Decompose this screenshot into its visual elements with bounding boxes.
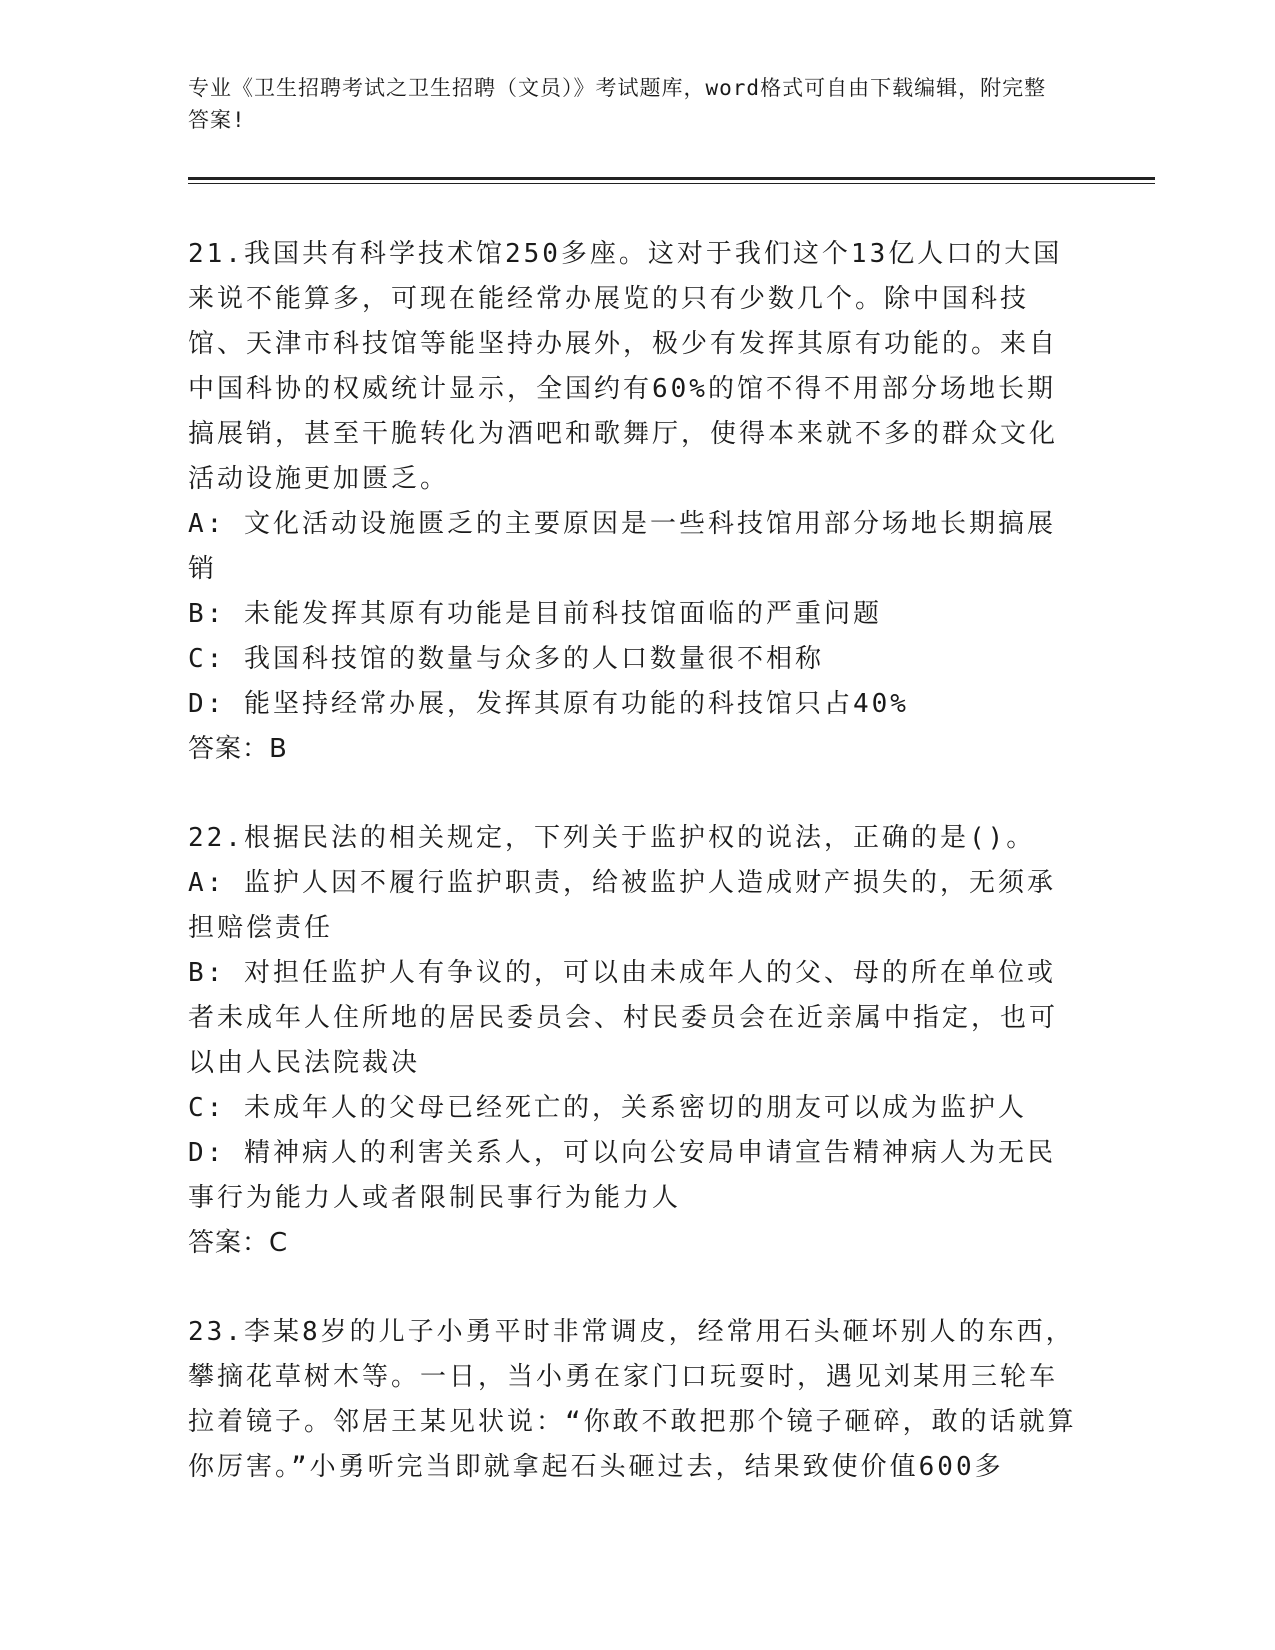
question-21 — [188, 232, 1083, 772]
option-c: C: 我国科技馆的数量与众多的人口数量很不相称 — [188, 644, 824, 674]
answer-label: 答案：C — [188, 1228, 289, 1258]
option-c: C: 未成年人的父母已经死亡的，关系密切的朋友可以成为监护人 — [188, 1093, 1027, 1123]
option-d: D: 能坚持经常办展，发挥其原有功能的科技馆只占40% — [188, 689, 909, 719]
document-header — [188, 72, 1068, 136]
question-22 — [188, 816, 1083, 1266]
option-d: D: 精神病人的利害关系人，可以向公安局申请宣告精神病人为无民事行为能力人或者限制民事行为能力人 — [188, 1138, 1056, 1213]
question-stem: 21.我国共有科学技术馆250多座。这对于我们这个13亿人口的大国来说不能算多，可现在能经常办展览的只有少数几个。除中国科技馆、天津市科技馆等能坚持办展外，极少有发挥其原有功能的。来自中国科协的权威统计显示，全国约有60%的馆不得不用部分场地长期搞展销，甚至干脆转化为酒吧和歌舞厅，使得本来就不多的群众文化活动设施更加匮乏。 — [188, 239, 1063, 494]
option-b: B: 对担任监护人有争议的，可以由未成年人的父、母的所在单位或者未成年人住所地的居民委员会、村民委员会在近亲属中指定，也可以由人民法院裁决 — [188, 958, 1059, 1078]
option-a: A: 监护人因不履行监护职责，给被监护人造成财产损失的，无须承担赔偿责任 — [188, 868, 1056, 943]
question-stem: 23.李某8岁的儿子小勇平时非常调皮，经常用石头砸坏别人的东西，攀摘花草树木等。一日，当小勇在家门口玩耍时，遇见刘某用三轮车拉着镜子。邻居王某见状说：“你敢不敢把那个镜子砸碎，敢的话就算你厉害。”小勇听完当即就拿起石头砸过去，结果致使价值600多 — [188, 1317, 1077, 1482]
option-b: B: 未能发挥其原有功能是目前科技馆面临的严重问题 — [188, 599, 882, 629]
question-list — [188, 232, 1083, 1534]
header-divider-thick — [188, 177, 1155, 180]
question-stem: 22.根据民法的相关规定，下列关于监护权的说法，正确的是()。 — [188, 823, 1036, 853]
answer-label: 答案：B — [188, 734, 288, 764]
header-divider-thin — [188, 183, 1155, 184]
header-intro-text: 专业《卫生招聘考试之卫生招聘（文员）》考试题库，word格式可自由下载编辑，附完整答案! — [188, 76, 1047, 132]
option-a: A: 文化活动设施匮乏的主要原因是一些科技馆用部分场地长期搞展销 — [188, 509, 1056, 584]
question-23 — [188, 1310, 1083, 1490]
